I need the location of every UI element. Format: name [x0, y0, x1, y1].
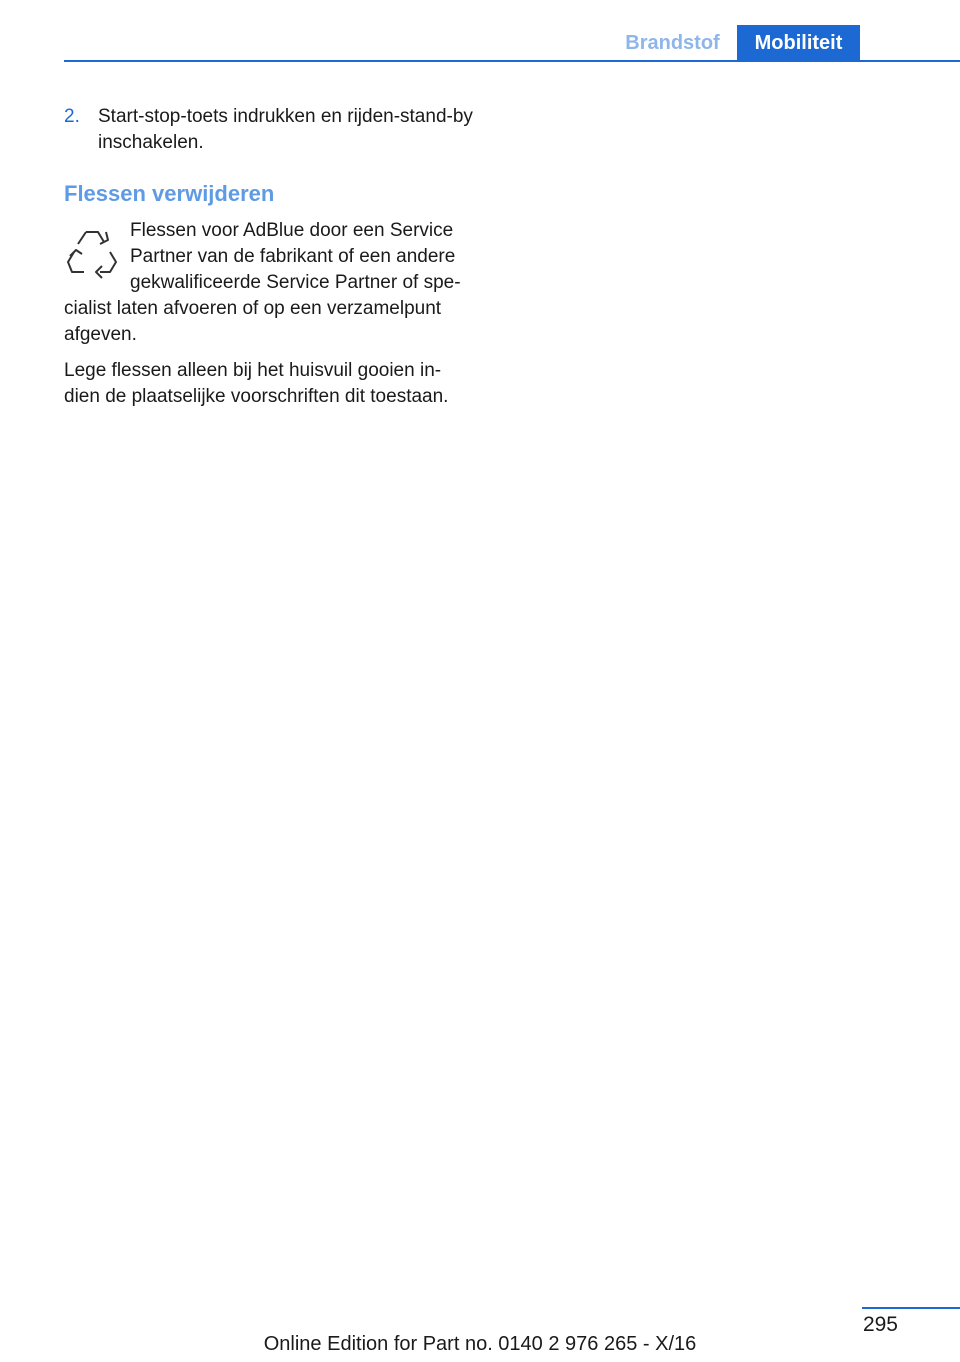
- edition-footer: Online Edition for Part no. 0140 2 976 265 - X/16: [263, 1333, 697, 1355]
- list-text: Start-stop-toets indrukken en rijden-stand-by inschakelen.: [98, 106, 473, 153]
- recycle-text: Flessen voor AdBlue door een Service Partner van de fabrikant of een andere gekwalificeerde Service Partner of spe-cialist laten afvoeren of op een verzamelpunt afgeven.: [64, 220, 461, 345]
- page-number: 295: [862, 1313, 898, 1336]
- main-content: [64, 104, 476, 410]
- tab-mobiliteit[interactable]: Mobiliteit: [737, 25, 860, 61]
- tab-brandstof[interactable]: Brandstof: [610, 25, 735, 61]
- recycle-paragraph: [64, 218, 476, 348]
- section-heading: Flessen verwijderen: [64, 181, 275, 206]
- list-number: 2.: [64, 106, 80, 127]
- recycle-icon: [64, 222, 120, 282]
- paragraph: Lege flessen alleen bij het huisvuil gooien in-dien de plaatselijke voorschriften dit toestaan.: [64, 360, 449, 407]
- list-item: [64, 104, 476, 156]
- footer-rule: [862, 1307, 960, 1309]
- header-rule: [64, 60, 960, 62]
